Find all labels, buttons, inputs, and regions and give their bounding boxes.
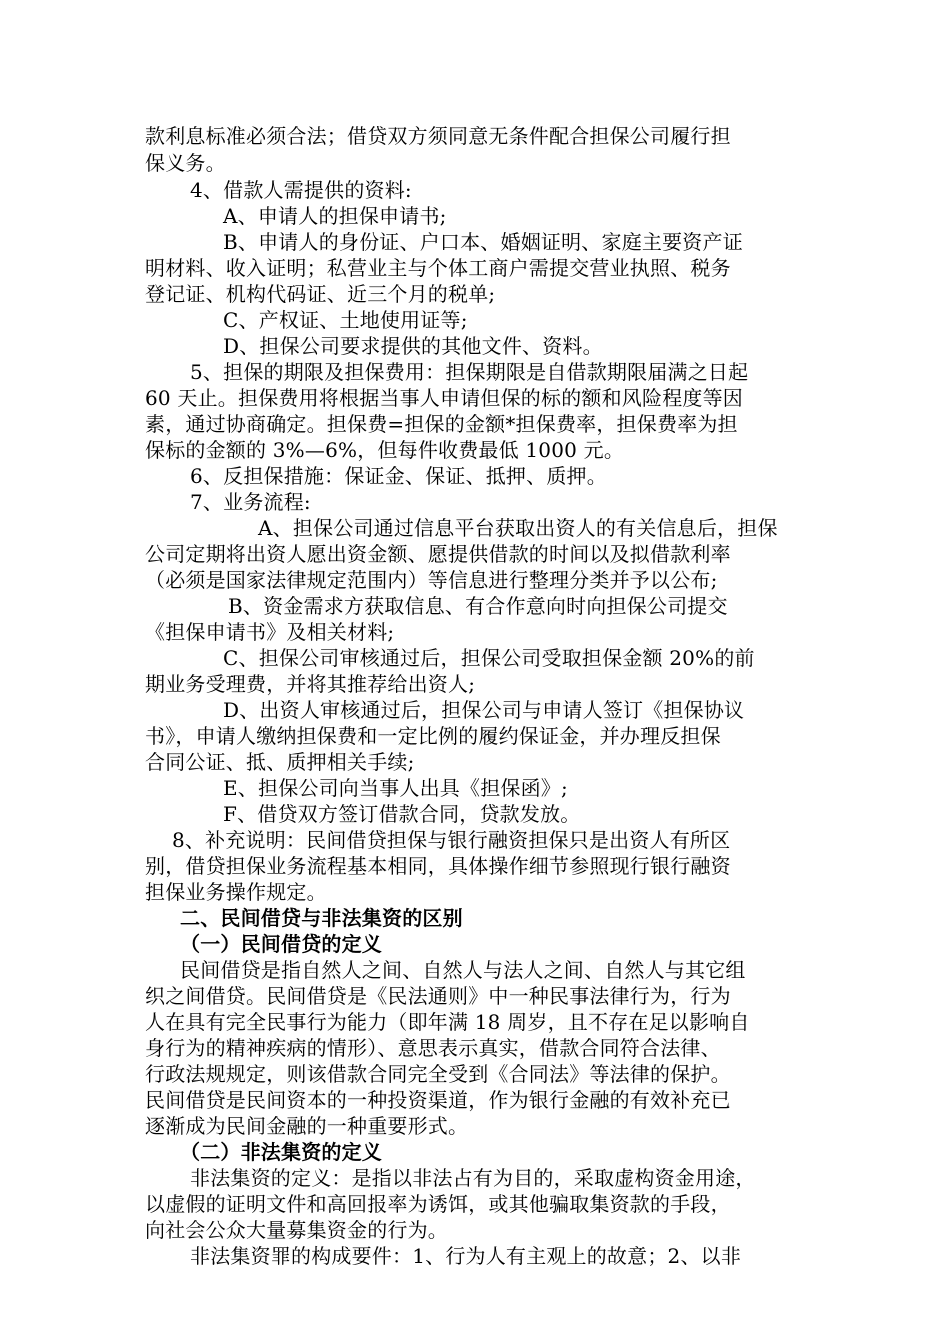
- text-line: 8、补充说明：民间借贷担保与银行融资担保只是出资人有所区: [172, 828, 731, 852]
- subsection-heading: （一）民间借贷的定义: [180, 932, 382, 956]
- text-line: 合同公证、抵、质押相关手续;: [145, 750, 415, 774]
- text-line: E、担保公司向当事人出具《担保函》;: [223, 776, 568, 800]
- text-line: 以虚假的证明文件和高回报率为诱饵，或其他骗取集资款的手段，: [145, 1192, 731, 1216]
- text-line: 民间借贷是民间资本的一种投资渠道，作为银行金融的有效补充已: [145, 1088, 731, 1112]
- text-line: 行政法规规定，则该借款合同完全受到《合同法》等法律的保护。: [145, 1062, 731, 1086]
- text-line: 别，借贷担保业务流程基本相同，具体操作细节参照现行银行融资: [145, 854, 731, 878]
- subsection-heading: （二）非法集资的定义: [180, 1140, 382, 1164]
- text-line: 向社会公众大量募集资金的行为。: [145, 1218, 448, 1242]
- section-heading: 二、民间借贷与非法集资的区别: [180, 906, 463, 930]
- text-line: 4、借款人需提供的资料:: [190, 178, 412, 202]
- text-line: 逐渐成为民间金融的一种重要形式。: [145, 1114, 469, 1138]
- text-line: 书》，申请人缴纳担保费和一定比例的履约保证金，并办理反担保: [145, 724, 721, 748]
- text-line: 织之间借贷。民间借贷是《民法通则》中一种民事法律行为，行为: [145, 984, 731, 1008]
- text-line: D、担保公司要求提供的其他文件、资料。: [223, 334, 603, 358]
- text-line: A、申请人的担保申请书;: [223, 204, 447, 228]
- text-line: C、担保公司审核通过后，担保公司受取担保金额 20%的前: [223, 646, 755, 670]
- text-line: A、担保公司通过信息平台获取出资人的有关信息后，担保: [258, 516, 778, 540]
- text-line: 民间借贷是指自然人之间、自然人与法人之间、自然人与其它组: [180, 958, 746, 982]
- text-line: C、产权证、土地使用证等;: [223, 308, 468, 332]
- text-line: 担保业务操作规定。: [145, 880, 327, 904]
- text-line: 明材料、收入证明；私营业主与个体工商户需提交营业执照、税务: [145, 256, 731, 280]
- text-line: B、资金需求方获取信息、有合作意向时向担保公司提交: [228, 594, 728, 618]
- text-line: 非法集资的定义：是指以非法占有为目的，采取虚构资金用途，: [190, 1166, 756, 1190]
- text-line: 《担保申请书》及相关材料;: [145, 620, 395, 644]
- text-line: 人在具有完全民事行为能力（即年满 18 周岁，且不存在足以影响自: [145, 1010, 750, 1034]
- text-line: 公司定期将出资人愿出资金额、愿提供借款的时间以及拟借款利率: [145, 542, 731, 566]
- text-line: F、借贷双方签订借款合同，贷款发放。: [223, 802, 581, 826]
- text-line: 7、业务流程:: [190, 490, 311, 514]
- text-line: 非法集资罪的构成要件：1、行为人有主观上的故意；2、以非: [190, 1244, 742, 1268]
- text-line: 保义务。: [145, 151, 226, 175]
- text-line: 6、反担保措施：保证金、保证、抵押、质押。: [190, 464, 607, 488]
- text-line: （必须是国家法律规定范围内）等信息进行整理分类并予以公布;: [145, 568, 718, 592]
- text-line: 保标的金额的 3%—6%，但每件收费最低 1000 元。: [145, 438, 625, 462]
- text-line: 5、担保的期限及担保费用：担保期限是自借款期限届满之日起: [190, 360, 749, 384]
- text-line: 登记证、机构代码证、近三个月的税单;: [145, 282, 496, 306]
- text-line: 期业务受理费，并将其推荐给出资人;: [145, 672, 476, 696]
- text-line: 60 天止。担保费用将根据当事人申请但保的标的额和风险程度等因: [145, 386, 744, 410]
- text-line: 款利息标准必须合法；借贷双方须同意无条件配合担保公司履行担: [145, 124, 731, 148]
- text-line: B、申请人的身份证、户口本、婚姻证明、家庭主要资产证: [223, 230, 743, 254]
- text-line: 身行为的精神疾病的情形）、意思表示真实，借款合同符合法律、: [145, 1036, 721, 1060]
- text-line: D、出资人审核通过后，担保公司与申请人签订《担保协议: [223, 698, 745, 722]
- text-line: 素，通过协商确定。担保费=担保的金额*担保费率，担保费率为担: [145, 412, 738, 436]
